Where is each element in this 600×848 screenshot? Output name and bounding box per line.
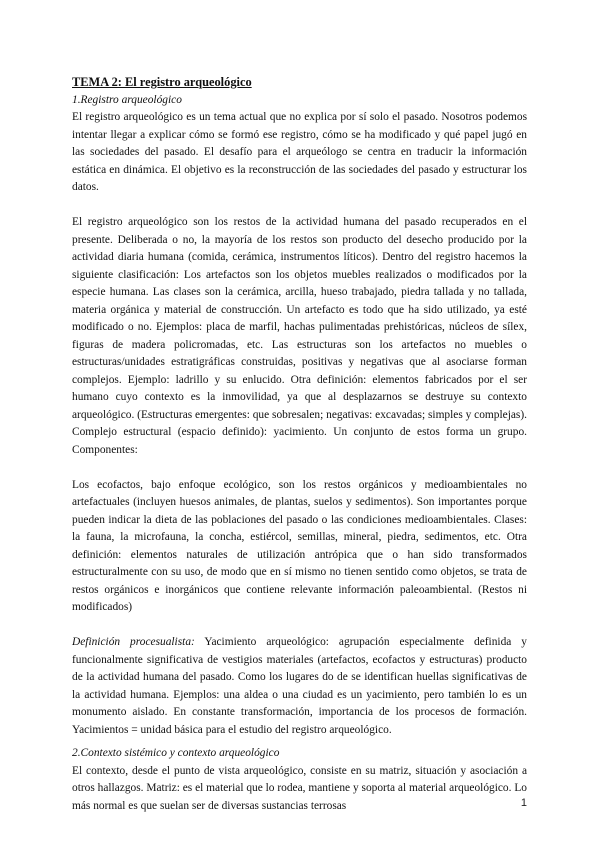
paragraph-registro: El registro arqueológico son los restos de la actividad humana del pasado recuperados en el presente. Deliberada o no, la mayoría de los restos son producto del desecho producido por la actividad diaria humana (comida, cerámica, instrumentos líticos). Dentro del registro hacemos la siguiente clasificación: Los artefactos son los objetos muebles realizados o modificados por la especie humana. Las clases son la cerámica, arcilla, hueso trabajado, piedra tallada y no tallada, materia orgánica y material de construcción. Un artefacto es todo que ha sido utilizado, ya esté modificado o no. Ejemplos: placa de marfil, hachas pulimentadas prehistóricas, núcleos de sílex, figuras de madera policromadas, etc. Las estructuras son los artefactos no muebles o estructuras/unidades estratigráficas construidas, positivas y negativas que al asociarse forman complejos. Ejemplo: ladrillo y su enlucido. Otra definición: elementos fabricados por el ser humano cuyo contexto es la inmovilidad, ya que al desplazarnos se destruye su contexto arqueológico. (Estructuras emergentes: que sobresalen; negativas: excavadas; simples y complejas). Complejo estructural (espacio definido): yacimiento. Un conjunto de estos forma un grupo. Componentes: (72, 216, 527, 456)
paragraph-spacer (72, 617, 527, 635)
document-title: TEMA 2: El registro arqueológico (72, 75, 252, 89)
section-1-heading: 1.Registro arqueológico (72, 93, 182, 106)
paragraph-contexto: El contexto, desde el punto de vista arqueológico, consiste en su matriz, situación y asociación a otros hallazgos. Matriz: es el material que lo rodea, mantiene y soporta al material arqueológico. Lo más normal es que suelan ser de diversas sustancias terrosas (72, 764, 527, 812)
paragraph-spacer (72, 197, 527, 215)
document-body (72, 74, 527, 815)
page-number: 1 (520, 797, 527, 809)
procesualista-text: Yacimiento arqueológico: agrupación especialmente definida y funcionalmente significativa de vestigios materiales (artefactos, ecofactos y estructuras) producto de la actividad humana del pasado. Como los lugares do de se identifican huellas significativas de la actividad humana. Ejemplos: una aldea o una ciudad es un yacimiento, pero también lo es un monumento aislado. En constante transformación, importancia de los procesos de formación. Yacimientos = unidad básica para el estudio del registro arqueológico. (72, 636, 527, 736)
procesualista-label: Definición procesualista: (72, 636, 195, 648)
paragraph-procesualista (72, 634, 527, 739)
paragraph-intro: El registro arqueológico es un tema actual que no explica por sí solo el pasado. Nosotros podemos intentar llegar a explicar cómo se formó ese registro, cómo se ha modificado y qué papel jugó en las sociedades del pasado. El desafío para el arqueólogo se centra en traducir la información estática en dinámica. El objetivo es la reconstrucción de las sociedades del pasado y estructurar los datos. (72, 111, 527, 193)
paragraph-ecofactos: Los ecofactos, bajo enfoque ecológico, son los restos orgánicos y medioambientales no artefactuales (incluyen huesos animales, de plantas, suelos y sedimentos). Son importantes porque pueden indicar la dieta de las poblaciones del pasado o las condiciones medioambientales. Clases: la fauna, la microfauna, la concha, estiércol, semillas, mineral, piedra, sedimentos, etc. Otra definición: elementos naturales de utilización antrópica que o han sido transformados estructuralmente con su uso, de modo que en sí mismo no tienen sentido como objetos, se trata de restos orgánicos e inorgánicos que contiene relevante información paleoambiental. (Restos ni modificados) (72, 478, 527, 613)
paragraph-spacer (72, 459, 527, 477)
section-2-heading: 2.Contexto sistémico y contexto arqueológico (72, 747, 280, 759)
